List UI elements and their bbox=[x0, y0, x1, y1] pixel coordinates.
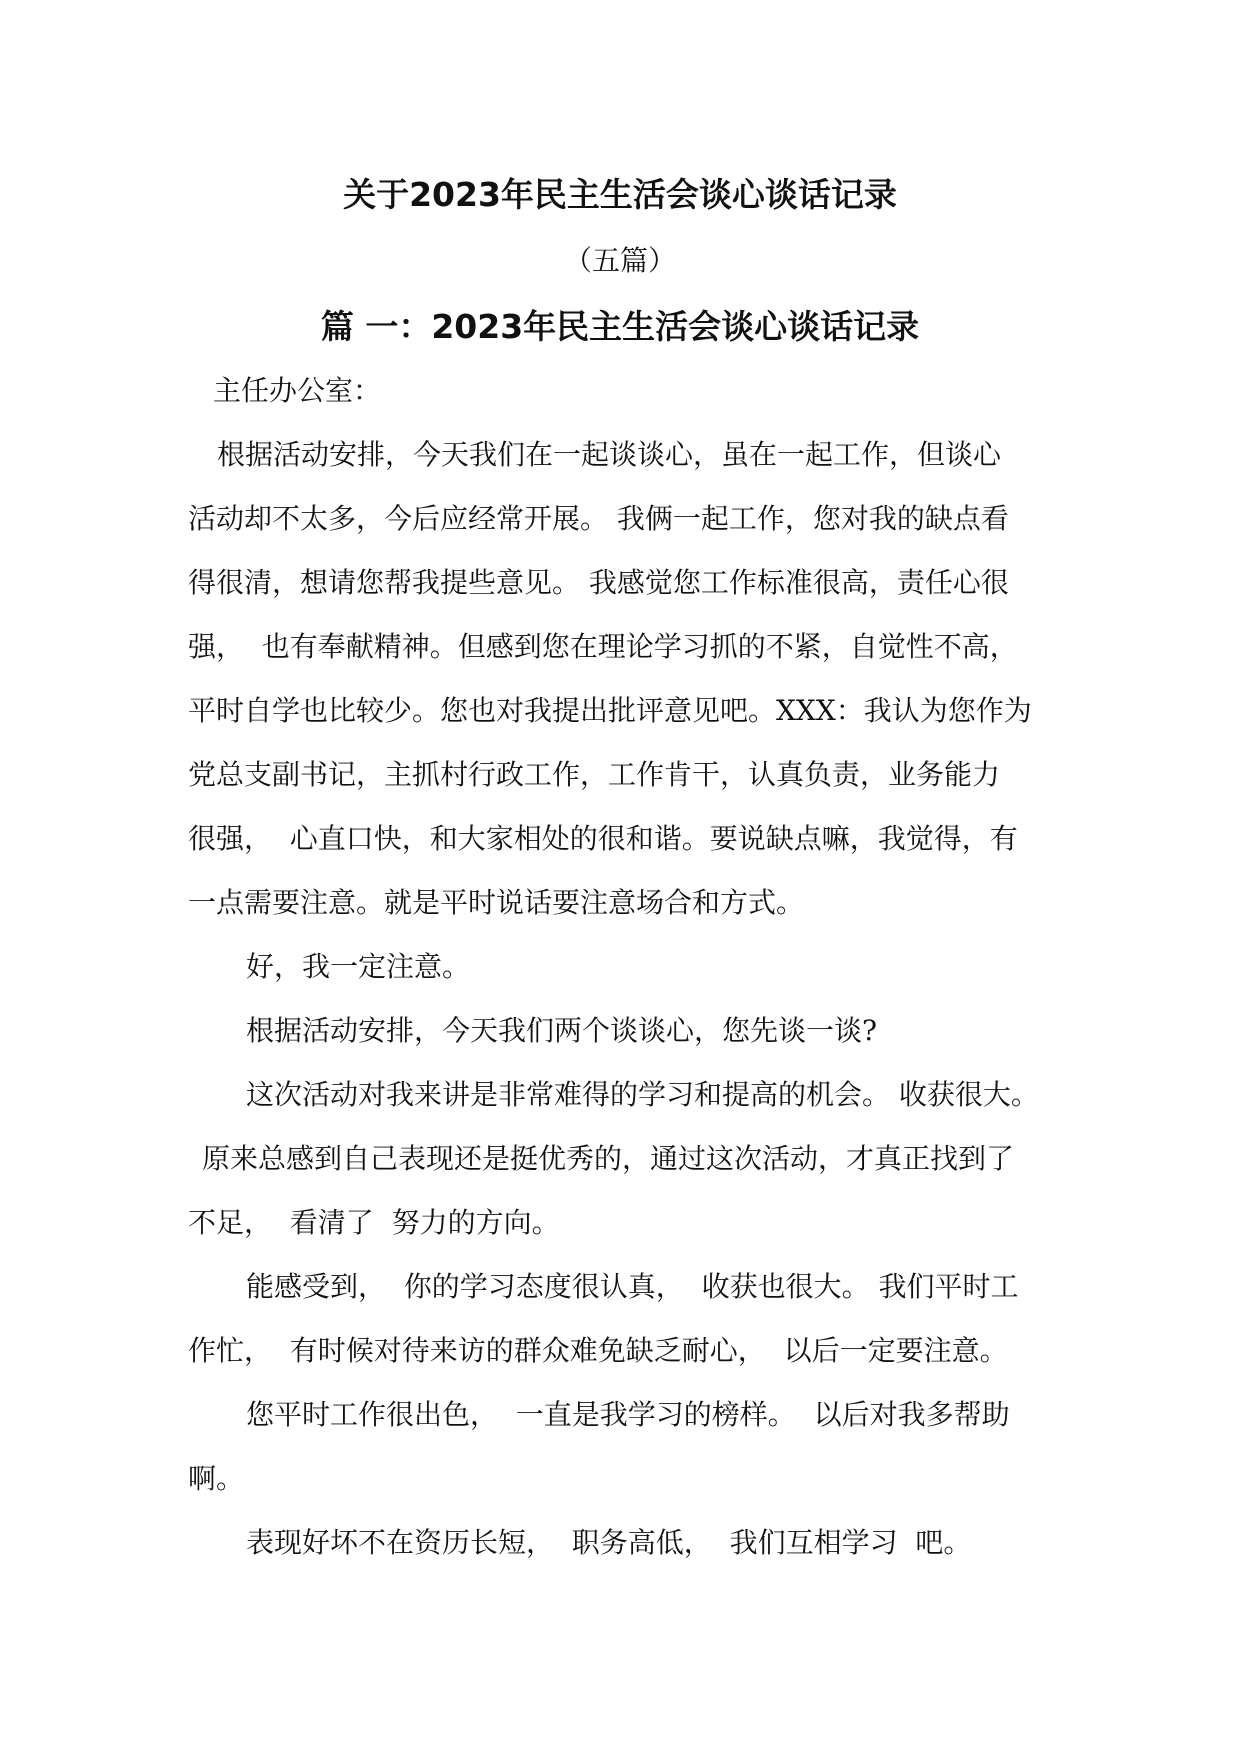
text-line: 根据活动安排，今天我们在一起谈谈心，虽在一起工作，但谈心 bbox=[217, 438, 1002, 471]
text-line: 作忙， 有时候对待来访的群众难免缺乏耐心， 以后一定要注意。 bbox=[188, 1334, 1008, 1367]
text-line: 不足， 看清了 努力的方向。 bbox=[188, 1206, 560, 1239]
text-line: 根据活动安排，今天我们两个谈谈心，您先谈一谈? bbox=[246, 1014, 878, 1047]
text-line: 平时自学也比较少。您也对我提出批评意见吧。XXX：我认为您作为 bbox=[188, 694, 1032, 727]
text-line: 这次活动对我来讲是非常难得的学习和提高的机会。 收获很大。 bbox=[246, 1078, 1039, 1111]
text-line: 活动却不太多，今后应经常开展。 我俩一起工作，您对我的缺点看 bbox=[188, 502, 1009, 535]
text-line: 能感受到， 你的学习态度很认真， 收获也很大。 我们平时工 bbox=[246, 1270, 1019, 1303]
text-line: 表现好坏不在资历长短， 职务高低， 我们互相学习 吧。 bbox=[246, 1526, 972, 1559]
text-line: 党总支副书记，主抓村行政工作，工作肯干，认真负责，业务能力 bbox=[188, 758, 1001, 791]
text-line: 好，我一定注意。 bbox=[246, 950, 471, 983]
text-line: 您平时工作很出色， 一直是我学习的榜样。 以后对我多帮助 bbox=[246, 1398, 1010, 1431]
text-line: 一点需要注意。就是平时说话要注意场合和方式。 bbox=[188, 886, 805, 919]
text-line: 啊。 bbox=[188, 1462, 245, 1495]
text-line: 强， 也有奉献精神。但感到您在理论学习抓的不紧，自觉性不高， bbox=[188, 630, 1018, 663]
text-line: 主任办公室： bbox=[213, 374, 382, 407]
text-line: 原来总感到自己表现还是挺优秀的，通过这次活动，才真正找到了 bbox=[202, 1142, 1015, 1175]
section-title: 篇 一：2023年民主生活会谈心谈话记录 bbox=[320, 307, 920, 346]
text-line: 很强， 心直口快，和大家相处的很和谐。要说缺点嘛，我觉得，有 bbox=[188, 822, 1018, 855]
document-title: 关于2023年民主生活会谈心谈话记录 bbox=[343, 175, 897, 214]
text-line: 得很清，想请您帮我提些意见。 我感觉您工作标准很高，责任心很 bbox=[188, 566, 1009, 599]
document-subtitle: （五篇） bbox=[563, 244, 676, 277]
